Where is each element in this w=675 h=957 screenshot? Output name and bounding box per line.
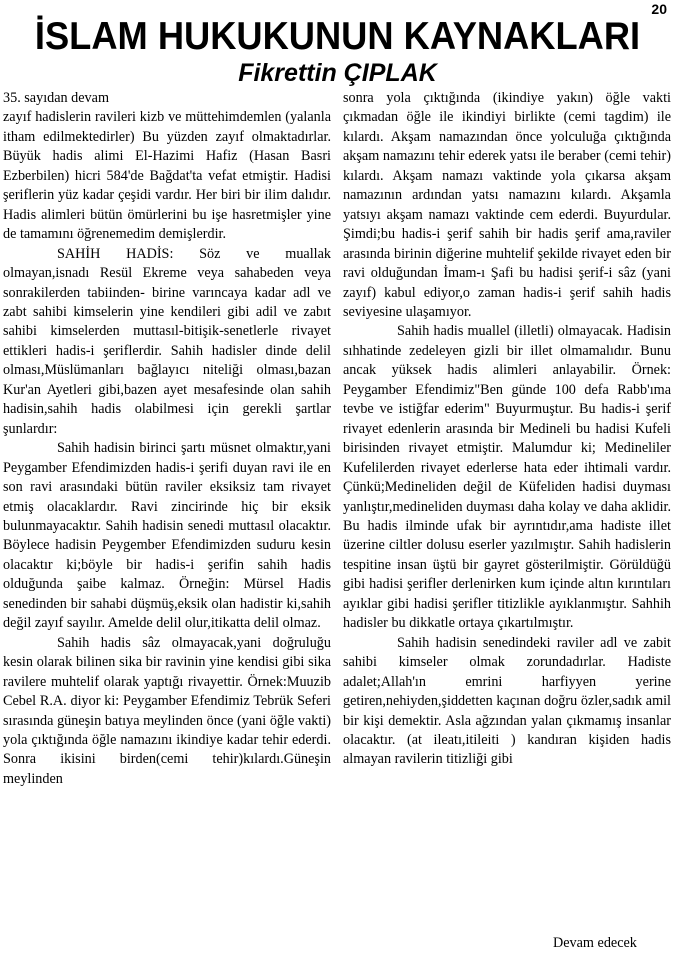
paragraph: Sahih hadisin senedindeki raviler adl ve zabit sahibi kimseler olmak zorundadırlar. Hadiste adalet;Allah'ın emrini harfiyyen yerine getiren,nehiyden,şiddetten kaçınan doğru özler,sadık amil bir kişi demektir. Asla ağzından yalan çıkmamış insanlar olacaktır. (at ileatı,itileiti ) kandıran kişiden hadis almayan ravilerin titizliği gibi (343, 634, 671, 768)
paragraph: SAHİH HADİS: Söz ve muallak olmayan,isnadı Resül Ekreme veya sahabeden veya sonrakilerden tabiinden- birine varıncaya kadar adl ve zabt sahibi kimselerin yine kendileri gibi adil ve zabıt sahibi kimselerden muttasıl-bitişik-senetlerle rivayet ettikleri hadis-i şeriflerdir. Sahih hadisler dinde delil olması,Müslümanları bağlayıcı niteliği olması,bazan Kur'an Ayetleri gibi,bazen ayet mesafesinde olan sahih hadisin,sahih hadis olabilmesi için gerekli şartlar şunlardır: (3, 245, 331, 437)
paragraph: Sahih hadis sâz olmayacak,yani doğruluğu kesin olarak bilinen sika bir ravinin yine kendisi gibi sika ravilere muhtelif olarak yaptığı rivayettir. Örnek:Muuzib Cebel R.A. diyor ki: Peygamber Efendimiz Tebrük Seferi sırasında güneşin batıya meylinden önce (yani öğle vakti) yola çıktığında öğle namazını ikindiye kadar tehir ederdi. Sonra ikisini birden(cemi tehir)kılardı.Güneşin meylinden (3, 634, 331, 787)
article-author: Fikrettin ÇIPLAK (238, 59, 437, 87)
article-title: İSLAM HUKUKUNUN KAYNAKLARI (34, 15, 641, 58)
continued-label: Devam edecek (553, 935, 637, 951)
paragraph: Sahih hadisin birinci şartı müsnet olmaktır,yani Peygamber Efendimizden hadis-i şerifi duyan ravi ile en son ravi arasındaki bütün raviler eksiksiz tam rivayet etmiş olacaklardır. Ravi zincirinde hiç bir eksik bulunmayacaktır. Sahih hadisin senedi muttasıl olacaktır. Böylece hadisin Peygember Efendimizden suduru kesin olacaktır ki;böyle bir hadis-i şerifin sahih hadis olduğunda şaibe kalmaz. Örneğin: Mürsel Hadis senedinden bir sahabi düşmüş,eksik olan hadistir ki,sahih değil zayıf sayılır. Amelde delil olur,itikatta delil olmaz. (3, 440, 331, 632)
page-number: 20 (651, 1, 667, 17)
left-column (3, 89, 331, 789)
paragraph: sonra yola çıktığında (ikindiye yakın) öğle vakti çıkmadan öğle ile ikindiyi birlikte (cemi tagdim) ile kılardı. Akşam namazından önce yolculuğa çıktığında akşam namazını tehir ederek yatsı ile beraber (cemi tehir) kılardı. Akşam namazı vaktinde yola çıkarsa akşam namazının ardından yatsı namazını kılardı. Akşamla yatsıyı akşam namazı vaktinde cem ederdi. Buyurdular. Şimdi;bu hadis-i şerif sahih bir hadis şerif ama,raviler arasında birinin diğerine muhtelif şekilde rivayet eden bir ravi olduğundan İmam-ı Şafi bu hadisi şerif-i sâz (yani zayıf) kabul ediyor,o zaman hadis-i şerif sahih hadis seviyesine ulaşamıyor. (343, 90, 671, 320)
paragraph: zayıf hadislerin ravileri kizb ve müttehimdemlen (yalanla itham edilmektedirler) Bu yüzden zayıf olmaktadırlar. Büyük hadis alimi El-Hazimi Hafiz (Hasan Basri Ezberbilen) hicri 584'de Bağdat'ta vefat etmiştir. Hadisi şeriflerin yüz kadar çeşidi vardır. Her biri bir ilim dalıdır. Hadis alimleri bütün ömürlerini bu işe hasretmişler yine de tamamını öğrenemedim demişlerdir. (3, 109, 331, 243)
right-column (343, 89, 671, 770)
continued-from-note: 35. sayıdan devam (3, 90, 109, 106)
paragraph: Sahih hadis muallel (illetli) olmayacak. Hadisin sıhhatinde zedeleyen gizli bir illet olmamalıdır. Bunu ancak yüksek hadis alimleri anlayabilir. Örnek: Peygamber Efendimiz"Ben günde 100 defa Rabb'ıma tevbe ve istiğfar ederim" Buyurmuştur. Bu hadis-i şerif rivayet edenlerin arasında bir Medineli bu hadisi Kufeli birisinden rivayet etmiştir. Malumdur ki; Medineliler Kufelilerden rivayet ederlerse hata eder ihtimali vardır. Çünkü;Medineliden değil de Küfeliden hadisi duyması yanlıştır,medineliden duyması daha kolay ve daha aklidir. Bu hadis ilminde ufak bir ayrıntıdır,ama hadiste illet üzerine ciltler dolusu eserler yazılmıştır. Sahih hadislerin tespitine insan üştü bir gayret gösterilmiştir. Görüldüğü gibi hadisi şerifler derlenirken kum içinde altın kırıntıları ayıklar gibi hadisi şerifler titizlikle ayıklanmıştır. Sahhih hadisler bu dikkatle ortaya çıkartılmıştır. (343, 323, 671, 632)
